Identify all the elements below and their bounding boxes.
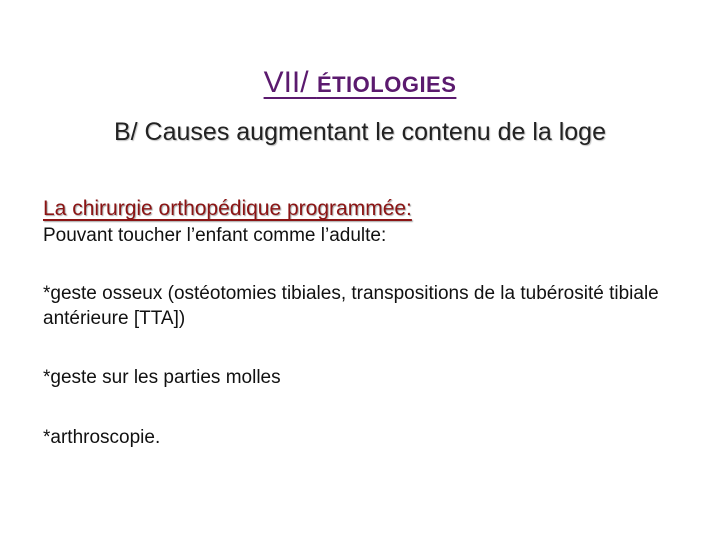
slide-title — [0, 66, 720, 99]
list-item-soft-tissue: *geste sur les parties molles — [43, 367, 281, 389]
intro-text: Pouvant toucher l’enfant comme l’adulte: — [43, 225, 387, 247]
title-section-name: ÉTIOLOGIES — [316, 72, 457, 97]
list-item-bone-procedure: *geste osseux (ostéotomies tibiales, transpositions de la tubérosité tibiale antérieure [TTA]) — [43, 282, 659, 329]
slide-subtitle: B/ Causes augmentant le contenu de la loge — [113, 118, 606, 146]
section-heading: La chirurgie orthopédique programmée: — [43, 197, 412, 220]
slide-body — [43, 196, 683, 451]
list-item-arthroscopy: *arthroscopie. — [43, 427, 161, 448]
title-section-number: VII/ — [263, 66, 317, 99]
